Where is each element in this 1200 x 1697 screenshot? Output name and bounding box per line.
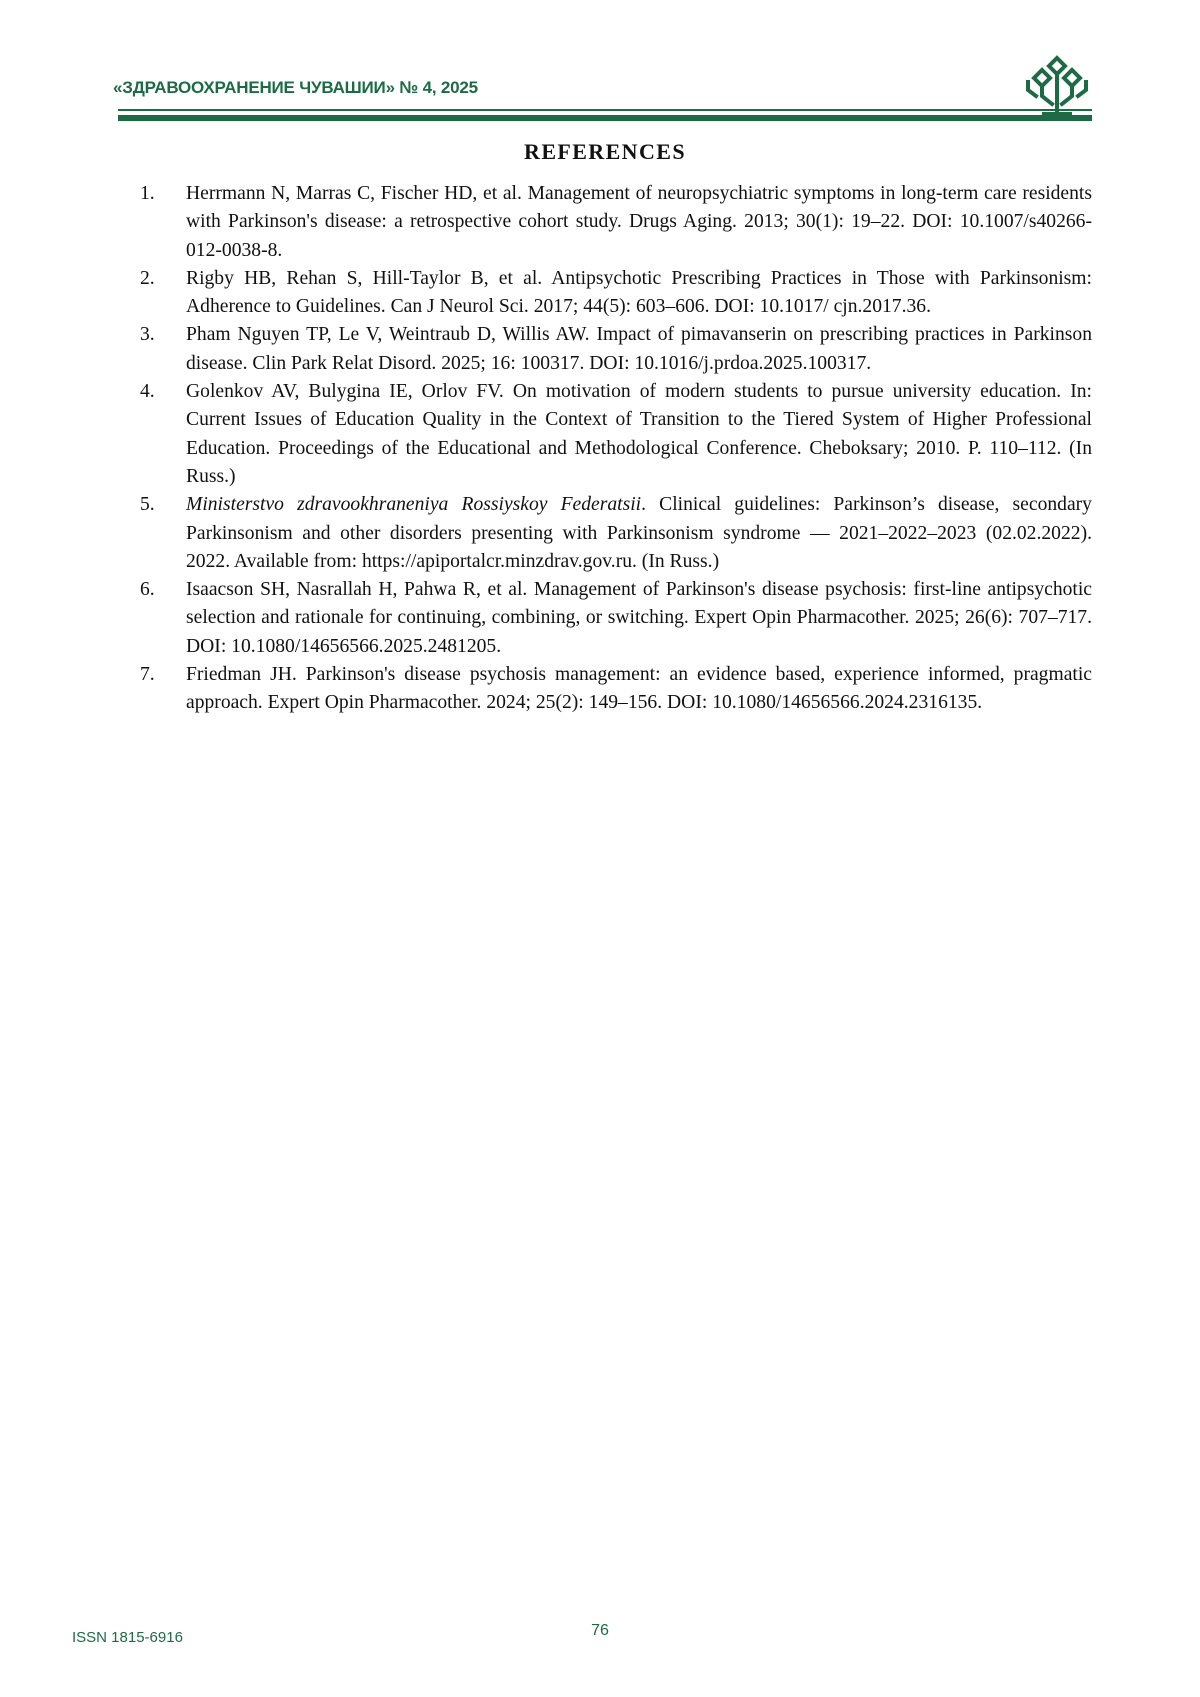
page-number: 76 [591, 1622, 609, 1639]
header-rule-thin [118, 109, 1092, 111]
reference-text: Herrmann N, Marras C, Fischer HD, et al. Management of neuropsychiatric symptoms in long-term care residents with Parkinson's disease: a retrospective cohort study. Drugs Aging. 2013; 30(1): 19–22. DOI: 10.1007/s40266-012-0038-8. [186, 183, 1092, 261]
reference-item [140, 265, 1092, 322]
reference-item [140, 321, 1092, 378]
reference-item [140, 576, 1092, 661]
reference-number: 7. [140, 664, 155, 686]
reference-number: 4. [140, 381, 155, 403]
header-rule-thick [118, 115, 1092, 121]
reference-number: 2. [140, 267, 155, 289]
reference-text: Rigby HB, Rehan S, Hill-Taylor B, et al. Antipsychotic Prescribing Practices in Those with Parkinsonism: Adherence to Guidelines. Can J Neurol Sci. 2017; 44(5): 603–606. DOI: 10.1017/ cjn.2017.36. [186, 267, 1092, 318]
reference-item [140, 180, 1092, 265]
references-list [140, 180, 1092, 718]
references-heading: REFERENCES [524, 139, 686, 164]
reference-number: 5. [140, 494, 155, 516]
journal-running-title: «ЗДРАВООХРАНЕНИЕ ЧУВАШИИ» № 4, 2025 [113, 78, 478, 97]
reference-text: Pham Nguyen TP, Le V, Weintraub D, Willis AW. Impact of pimavanserin on prescribing practices in Parkinson disease. Clin Park Relat Disord. 2025; 16: 100317. DOI: 10.1016/j.prdoa.2025.100317. [186, 324, 1092, 374]
reference-item [140, 661, 1092, 718]
reference-text: Friedman JH. Parkinson's disease psychosis management: an evidence based, experience informed, pragmatic approach. Expert Opin Pharmacother. 2024; 25(2): 149–156. DOI: 10.1080/14656566.2024.2316135. [186, 664, 1092, 714]
reference-item [140, 491, 1092, 576]
reference-text: Ministerstvo zdravookhraneniya Rossiyskoy Federatsii. Clinical guidelines: Parkinson’s disease, secondary Parkinsonism and other disorders presenting with Parkinsonism syndrome — 2021–2022–2023 (02.02.2022). 2022. Available from: https://apiportalcr.minzdrav.gov.ru. (In Russ.) [186, 494, 1092, 572]
reference-number: 6. [140, 579, 155, 601]
reference-text: Golenkov AV, Bulygina IE, Orlov FV. On motivation of modern students to pursue university education. In: Current Issues of Education Quality in the Context of Transition to the Tiered System of Higher Professional Education. Proceedings of the Educational and Methodological Conference. Cheboksary; 2010. P. 110–112. (In Russ.) [186, 381, 1092, 487]
reference-item [140, 378, 1092, 491]
reference-number: 3. [140, 324, 155, 346]
reference-text: Isaacson SH, Nasrallah H, Pahwa R, et al. Management of Parkinson's disease psychosis: first-line antipsychotic selection and rationale for continuing, combining, or switching. Expert Opin Pharmacother. 2025; 26(6): 707–717. DOI: 10.1080/14656566.2025.2481205. [186, 579, 1092, 657]
issn-label: ISSN 1815-6916 [72, 1629, 183, 1646]
reference-author-italic: Ministerstvo zdravookhraneniya Rossiyskoy Federatsii [186, 494, 642, 516]
reference-number: 1. [140, 183, 155, 204]
